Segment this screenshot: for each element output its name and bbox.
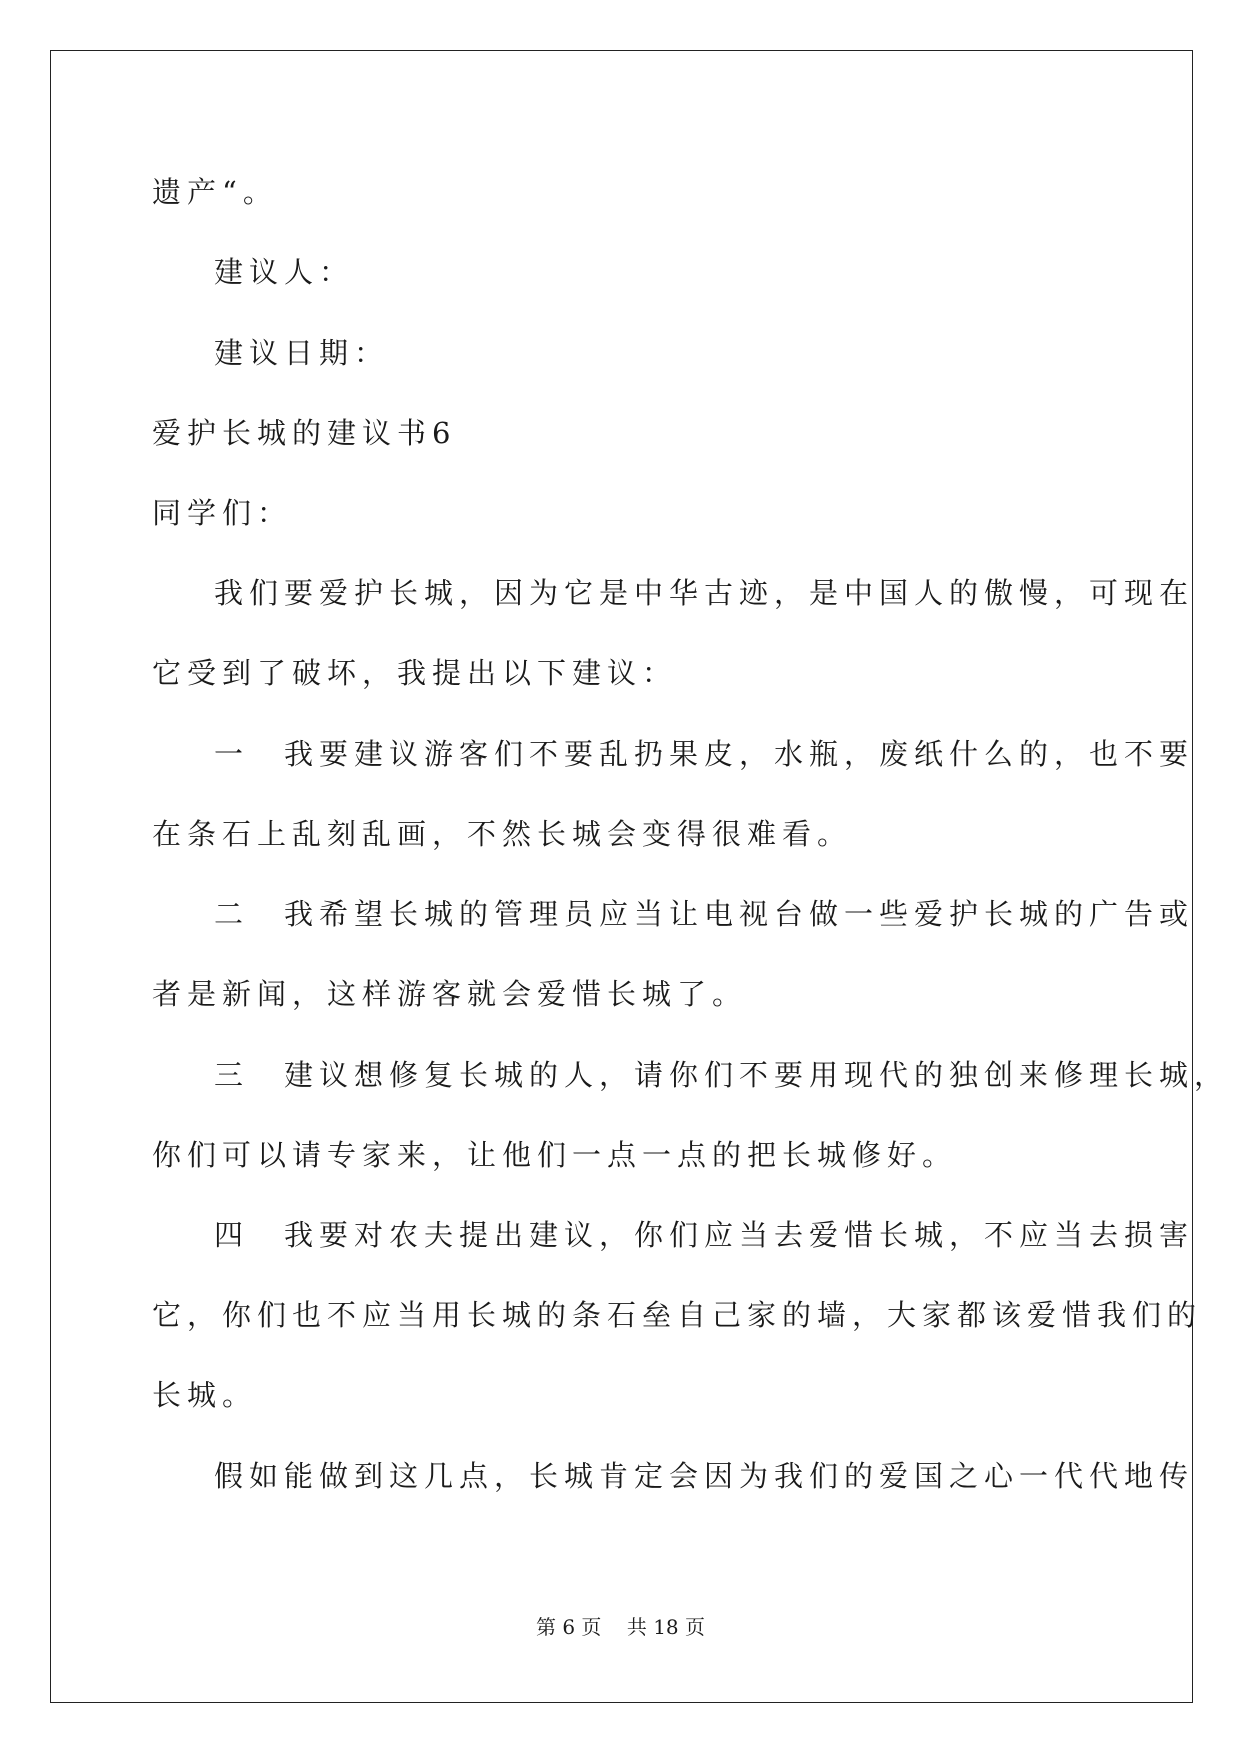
text-line: 建议日期： [214,336,390,370]
text-line: 建议人： [214,255,355,289]
text-line: 者是新闻，这样游客就会爱惜长城了。 [152,977,748,1011]
text-line: 你们可以请专家来，让他们一点一点的把长城修好。 [152,1138,958,1172]
text-line: 遗产“。 [152,175,278,209]
text-line: 它受到了破坏，我提出以下建议： [152,656,678,690]
section-heading: 爱护长城的建议书6 [152,416,457,450]
page-border [50,50,1193,1703]
text-line: 四 我要对农夫提出建议，你们应当去爱惜长城，不应当去损害 [214,1218,1195,1252]
text-line: 二 我希望长城的管理员应当让电视台做一些爱护长城的广告或 [214,897,1195,931]
text-line: 三 建议想修复长城的人，请你们不要用现代的独创来修理长城， [214,1058,1230,1092]
salutation: 同学们： [152,496,293,530]
text-line: 我们要爱护长城，因为它是中华古迹，是中国人的傲慢，可现在 [214,576,1195,610]
text-line: 它，你们也不应当用长城的条石垒自己家的墙，大家都该爱惜我们的 [152,1298,1203,1332]
text-line: 长城。 [152,1378,258,1412]
text-line: 一 我要建议游客们不要乱扔果皮，水瓶，废纸什么的，也不要 [214,737,1195,771]
text-line: 假如能做到这几点，长城肯定会因为我们的爱国之心一代代地传 [214,1459,1195,1493]
text-line: 在条石上乱刻乱画，不然长城会变得很难看。 [152,817,853,851]
page-number-footer: 第 6 页 共 18 页 [535,1615,706,1639]
